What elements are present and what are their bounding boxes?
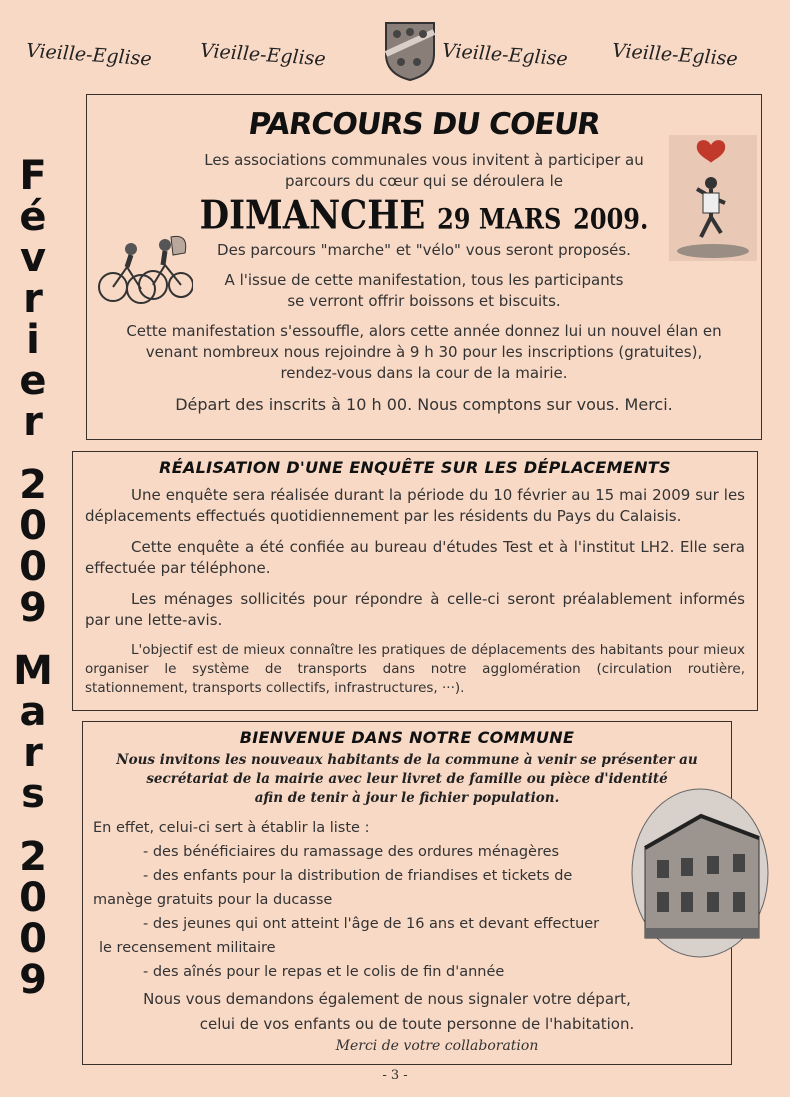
sidebar-letter: e [19,358,47,404]
paragraph: Des parcours "marche" et "vélo" vous seront proposés. [217,241,631,259]
parcours-section [86,94,762,440]
sidebar-letter: 0 [19,875,47,921]
sidebar-letter: r [23,276,43,322]
paragraph: Une enquête sera réalisée durant la période du 10 février au 15 mai 2009 sur les déplacements effectués quotidiennement par les résidents du Pays du Calaisis. [85,486,745,525]
paragraph: rendez-vous dans la cour de la mairie. [280,364,568,382]
header-text: Vieille-Eglise [611,39,739,71]
list-item: - des jeunes qui ont atteint l'âge de 16 ans et devant effectuer [143,916,600,932]
sidebar-letter: 0 [19,544,47,590]
sidebar-letter: r [23,399,43,445]
header-text: Vieille-Eglise [25,39,153,71]
thanks-line: Merci de votre collaboration [335,1038,539,1054]
date-weekday: DIMANCHE [199,193,426,239]
sidebar-letter: 2 [19,834,47,880]
sidebar-letter: r [23,730,43,776]
sidebar-letter: é [19,194,47,240]
page-header [0,14,790,86]
sidebar-letter: 0 [19,503,47,549]
intro-line: parcours du cœur qui se déroulera le [284,172,564,190]
bold-line: Nous invitons les nouveaux habitants de la commune à venir se présenter au [116,752,698,768]
list-item: - des enfants pour la distribution de friandises et tickets de [143,868,573,884]
closing-line: Nous vous demandons également de nous signaler votre départ, [143,990,631,1008]
paragraph: A l'issue de cette manifestation, tous les participants [224,271,624,289]
paragraph: Cette enquête a été confiée au bureau d'études Test et à l'institut LH2. Elle sera effectuée par téléphone. [85,538,745,577]
town-hall-photo-icon [631,788,769,958]
date-day: 29 MARS [437,202,562,236]
paragraph: L'objectif est de mieux connaître les pratiques de déplacements des habitants pour mieux organiser le système de transports dans notre agglomération (circulation routière, stationnement, transports collectifs, infrastructures, ···). [85,642,745,696]
paragraph: se verront offrir boissons et biscuits. [287,292,561,310]
bienvenue-section [82,721,732,1065]
enquete-section [72,451,758,711]
date-year: 2009. [573,202,649,236]
list-item: le recensement militaire [99,940,276,956]
list-item: manège gratuits pour la ducasse [93,892,333,908]
list-item: - des aînés pour le repas et le colis de fin d'année [143,964,505,980]
bold-line: afin de tenir à jour le fichier population. [254,790,560,806]
sidebar-letter: 9 [19,957,47,1003]
paragraph: Les ménages sollicités pour répondre à celle-ci seront préalablement informés par une lette-avis. [85,590,745,629]
list-item: - des bénéficiaires du ramassage des ordures ménagères [143,844,560,860]
paragraph: Départ des inscrits à 10 h 00. Nous comptons sur vous. Merci. [175,395,673,414]
sidebar-letter: 2 [19,462,47,508]
page-number: - 3 - [382,1068,408,1083]
town-crest-icon [383,20,437,82]
event-date [87,193,761,239]
section-title: BIENVENUE DANS NOTRE COMMUNE [239,728,575,747]
sidebar-date [0,153,66,1046]
intro-line: Les associations communales vous invitent à participer au [204,151,644,169]
header-text: Vieille-Eglise [441,39,569,71]
list-lead: En effet, celui-ci sert à établir la liste : [93,820,370,836]
paragraph: venant nombreux nous rejoindre à 9 h 30 pour les inscriptions (gratuites), [145,343,703,361]
sidebar-letter: i [26,317,40,363]
sidebar-letter: v [19,235,47,281]
sidebar-letter: F [19,153,47,199]
sidebar-letter: 9 [19,585,47,631]
bold-line: secrétariat de la mairie avec leur livret de famille ou pièce d'identité [146,771,668,787]
sidebar-letter: 0 [19,916,47,962]
sidebar-letter: a [19,689,47,735]
header-text: Vieille-Eglise [199,39,327,71]
sidebar-letter: M [13,648,53,694]
section-title: RÉALISATION D'UNE ENQUÊTE SUR LES DÉPLACEMENTS [159,458,671,477]
closing-line: celui de vos enfants ou de toute personne de l'habitation. [199,1015,635,1033]
sidebar-letter: s [21,771,45,817]
paragraph: Cette manifestation s'essouffle, alors cette année donnez lui un nouvel élan en [126,322,722,340]
cyclists-icon [97,231,193,307]
section-title: PARCOURS DU COEUR [246,107,602,142]
